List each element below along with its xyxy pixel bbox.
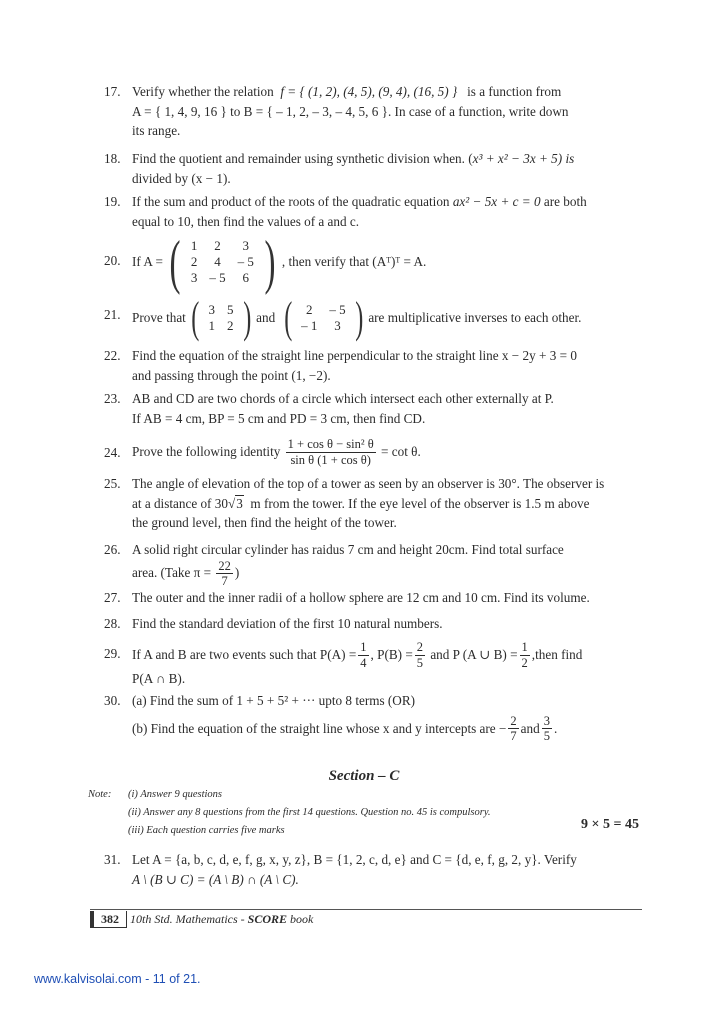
question-24: 24. Prove the following identity $\frac{\text{1 + cos θ − sin² θ}}{\text{sin θ (1 + cos θ)}}$ = cot θ. [104,437,421,467]
identity-fraction: $\frac{\text{1 + cos θ − sin² θ}}{\text{sin θ (1 + cos θ)}}$ [287,437,374,467]
matrix-2: ( 2 – 5 – 1 3 ) [283,293,364,342]
question-25: 25. The angle of elevation of the top of a tower as seen by an observer is 30°. The observer is at a distance of 30√3 m from the tower. If the eye level of the observer is 1.5 m above the ground level, then find the height of the tower. [104,476,605,530]
question-31: 31. Let A = {a, b, c, d, e, f, g, x, y, z}, B = {1, 2, c, d, e} and C = {d, e, f, g, 2, y}. Verify A \ (B ∪ C) = (A \ B) ∩ (A \ C). [104,852,577,887]
sqrt-symbol: √3 [227,495,243,511]
page-number: 382 [90,911,127,928]
question-23: 23. AB and CD are two chords of a circle which intersect each other externally at P. If AB = 4 cm, BP = 5 cm and PD = 3 cm, then find CD. [104,391,554,426]
question-22: 22. Find the equation of the straight line perpendicular to the straight line x − 2y + 3 = 0 and passing through the point (1, −2). [104,348,577,383]
book-title: 10th Std. Mathematics - SCORE book [130,912,314,926]
question-21: 21. Prove that ( 3 5 1 2 ) and ( 2 – 5 – 1 3 ) are multiplicative inverses to each other. [104,293,582,342]
question-18: 18. Find the quotient and remainder using synthetic division when. (x³ + x² − 3x + 5) is divided by (x − 1). [104,151,575,186]
question-27: 27. The outer and the inner radii of a hollow sphere are 12 cm and 10 cm. Find its volume. [104,590,590,605]
question-17: 17. Verify whether the relation f = { (1, 2), (4, 5), (9, 4), (16, 5) } is a function from A = { 1, 4, 9, 16 } to B = { – 1, 2, – 3, – 4, 5, 6 }. In case of a function, write down its range. [104,84,569,138]
pi-fraction: $\frac{22}{7}$ [218,558,231,588]
question-29: 29. If A and B are two events such that P(A) = $\frac{1}{4}$ , P(B) = $\frac{2}{5}$ and P (A ∪ B) = $\frac{1}{2}$ ,then find P(A ∩ B). [104,640,583,686]
matrix-a: ( 1 2 3 2 4 – 5 3 – 5 6 ) [169,229,276,295]
question-30: 30. (a) Find the sum of 1 + 5 + 5² + ··· upto 8 terms (OR) (b) Find the equation of the straight line whose x and y intercepts are − $\frac{2}{7}$ and $\frac{3}{5}$ . [104,693,558,743]
marks-total: 9 × 5 = 45 [581,817,639,832]
section-title: Section – C [328,768,400,784]
question-26: 26. A solid right circular cylinder has raidus 7 cm and height 20cm. Find total surface area. (Take π = $\frac{22}{7}$ ) [104,542,564,588]
matrix-1: ( 3 5 1 2 ) [191,293,251,342]
footer-rule [90,909,642,910]
section-notes: Note: (i) Answer 9 questions (ii) Answer any 8 questions from the first 14 questions. Question no. 45 is compulsory. (iii) Each question carries five marks [88,789,491,836]
question-28: 28. Find the standard deviation of the first 10 natural numbers. [104,616,443,631]
question-20: 20. If A = ( 1 2 3 2 4 – 5 3 – 5 6 ) , then verify that (Aᵀ)ᵀ = A. [104,229,427,295]
website-link[interactable]: www.kalvisolai.com - 11 of 21. [34,972,201,986]
question-19: 19. If the sum and product of the roots of the quadratic equation ax² − 5x + c = 0 are both equal to 10, then find the values of a and c. [104,194,587,229]
